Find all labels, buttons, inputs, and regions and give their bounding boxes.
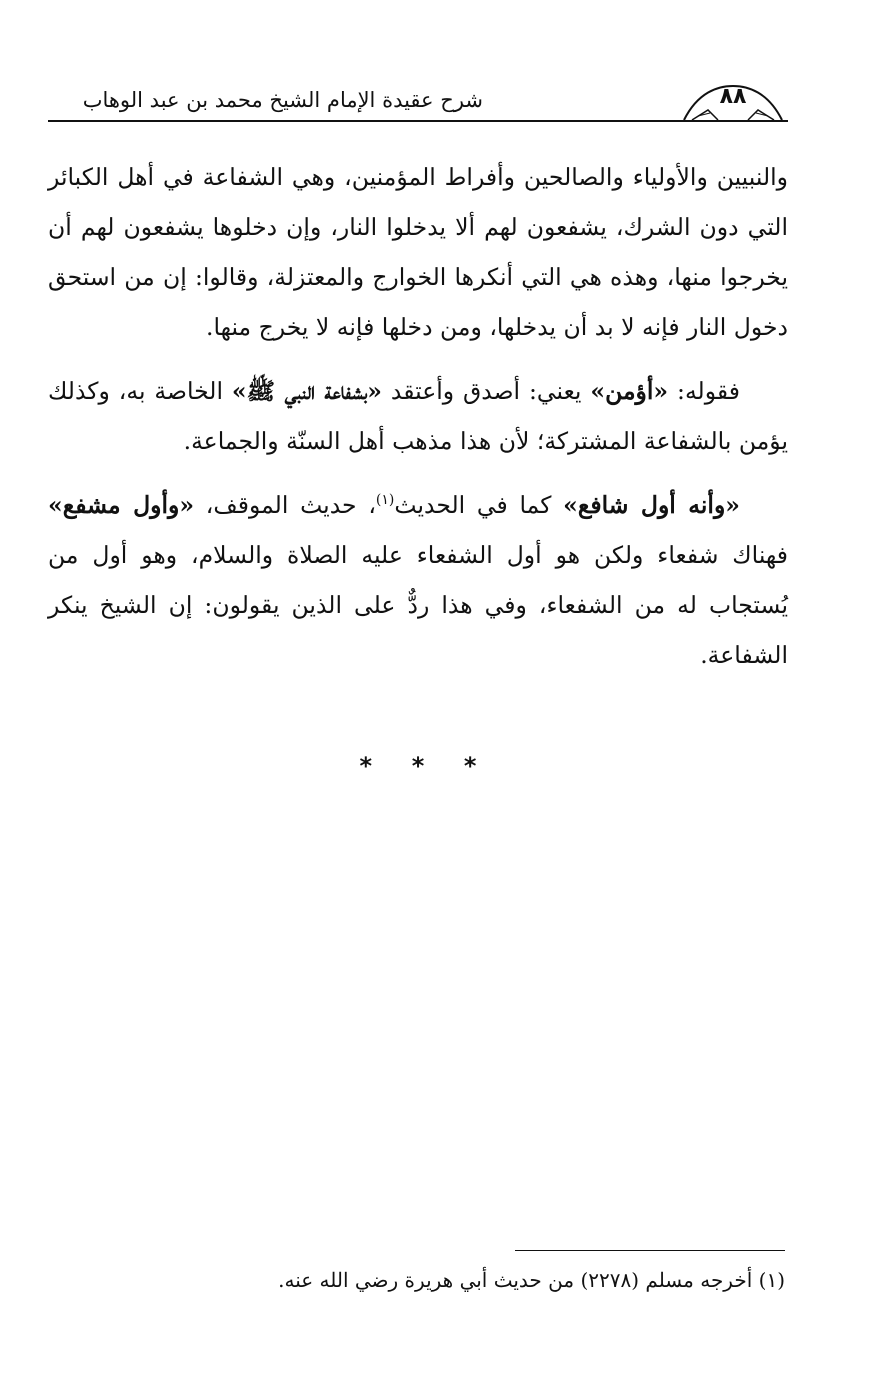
paragraph-2-part-c: يعني: أصدق وأعتقد — [381, 377, 591, 405]
paragraph-3-part-c: ، حديث الموقف، — [194, 491, 376, 519]
page-header — [48, 82, 788, 124]
quoted-term-first-intercessor: «وأنه أول شافع» — [563, 491, 740, 519]
running-header-title: شرح عقيدة الإمام الشيخ محمد بن عبد الوهاب — [82, 88, 483, 112]
separator-star-icon: * — [411, 752, 425, 780]
footnote-reference: (١) — [375, 492, 395, 509]
paragraph-2 — [48, 366, 788, 466]
quoted-term-first-accepted: «وأول مشفع» — [48, 491, 195, 519]
paragraph-2-part-a: فقوله: — [668, 377, 740, 405]
page-number-badge — [678, 82, 788, 122]
page-number: ٨٨ — [719, 84, 747, 109]
paragraph-1: والنبيين والأولياء والصالحين وأفراط المؤمنين، وهي الشفاعة في أهل الكبائر التي دون الشرك، يشفعون لهم ألا يدخلوا النار، وإن دخلوها يشفعون لهم أن يخرجوا منها، وهذه هي التي أنكرها الخوارج والمعتزلة، وقالوا: إن من استحق دخول النار فإنه لا بد أن يدخلها، ومن دخلها فإنه لا يخرج منها. — [48, 163, 788, 341]
footnote: (١) أخرجه مسلم (٢٢٧٨) من حديث أبي هريرة رضي الله عنه. — [278, 1268, 785, 1292]
footnote-divider — [515, 1250, 785, 1251]
paragraph-2-part-e: الخاصة به، وكذلك يؤمن بالشفاعة المشتركة؛ لأن هذا مذهب أهل السنّة والجماعة. — [48, 377, 788, 455]
header-divider — [48, 120, 788, 122]
paragraph-3-part-b: كما في الحديث — [394, 491, 564, 519]
section-separator — [48, 752, 788, 780]
paragraph-3-part-e: فهناك شفعاء ولكن هو أول الشفعاء عليه الصلاة والسلام، وهو أول من يُستجاب له من الشفعاء، وفي هذا ردٌّ على الذين يقولون: إن الشيخ ينكر الشفاعة. — [48, 541, 788, 669]
separator-star-icon: * — [359, 752, 373, 780]
paragraph-3 — [48, 480, 788, 680]
separator-star-icon: * — [463, 752, 477, 780]
main-text — [48, 152, 788, 694]
quoted-term-intercession: «بشفاعة النبي ﷺ» — [231, 377, 382, 405]
quoted-term-believe: «أؤمن» — [590, 377, 669, 405]
